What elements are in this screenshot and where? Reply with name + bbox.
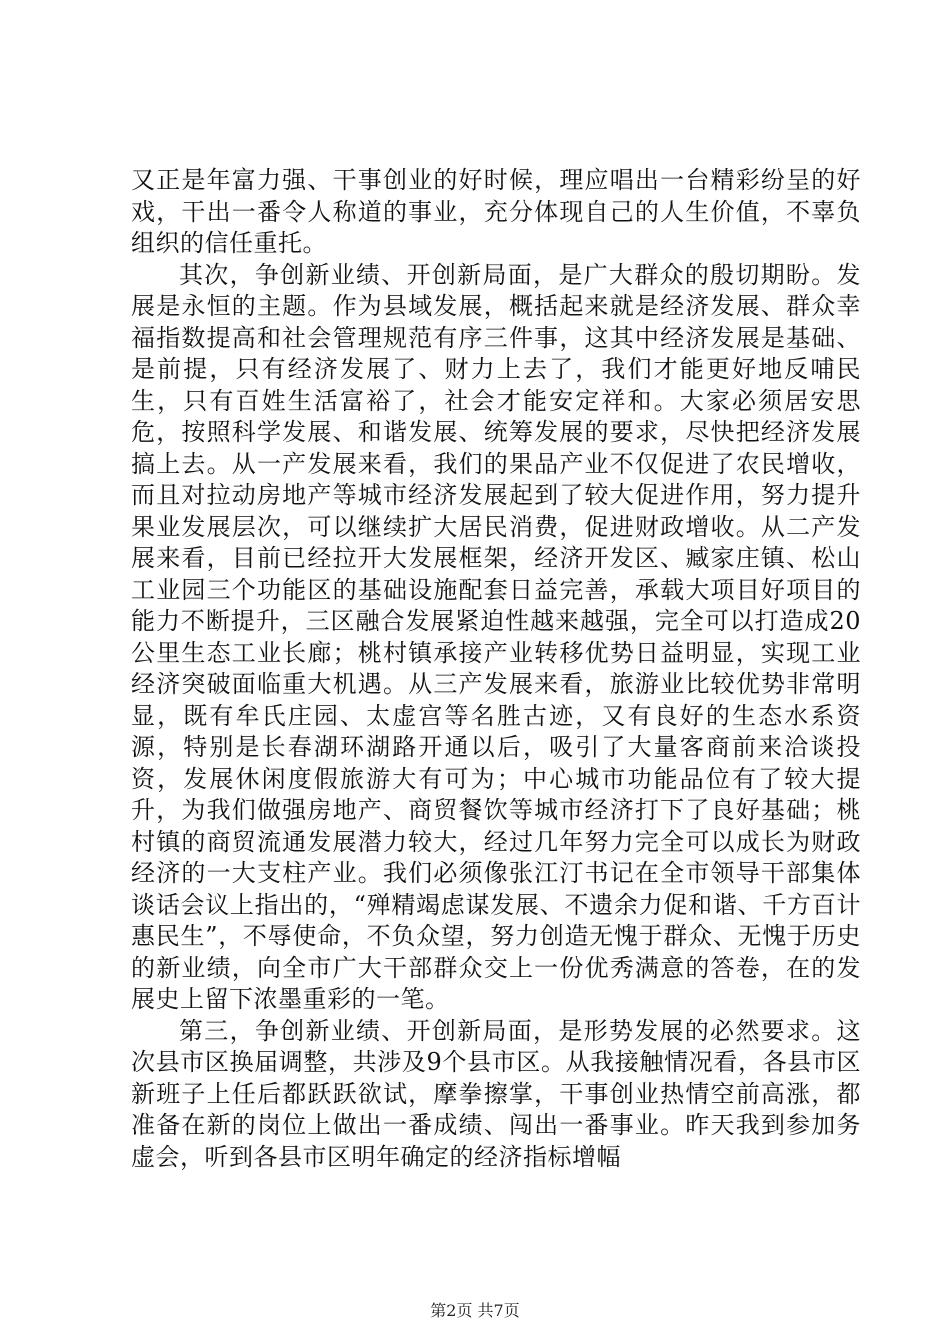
body-text [131, 165, 861, 1173]
paragraph-continued: 又正是年富力强、干事创业的好时候，理应唱出一台精彩纷呈的好戏，干出一番令人称道的事业，充分体现自己的人生价值，不辜负组织的信任重托。 [131, 166, 861, 257]
page-number-footer: 第2页 共7页 [430, 1301, 520, 1320]
paragraph-third: 第三，争创新业绩、开创新局面，是形势发展的必然要求。这次县市区换届调整，共涉及9个县市区。从我接触情况看，各县市区新班子上任后都跃跃欲试，摩拳擦掌，干事创业热情空前高涨，都准备在新的岗位上做出一番成绩、闯出一番事业。昨天我到参加务虚会，听到各县市区明年确定的经济指标增幅 [131, 1016, 861, 1171]
paragraph-second: 其次，争创新业绩、开创新局面，是广大群众的殷切期盼。发展是永恒的主题。作为县域发展，概括起来就是经济发展、群众幸福指数提高和社会管理规范有序三件事，这其中经济发展是基础、是前提，只有经济发展了、财力上去了，我们才能更好地反哺民生，只有百姓生活富裕了，社会才能安定祥和。大家必须居安思危，按照科学发展、和谐发展、统筹发展的要求，尽快把经济发展搞上去。从一产发展来看，我们的果品产业不仅促进了农民增收，而且对拉动房地产等城市经济发展起到了较大促进作用，努力提升果业发展层次，可以继续扩大居民消费，促进财政增收。从二产发展来看，目前已经拉开大发展框架，经济开发区、臧家庄镇、松山工业园三个功能区的基础设施配套日益完善，承载大项目好项目的能力不断提升，三区融合发展紧迫性越来越强，完全可以打造成20公里生态工业长廊；桃村镇承接产业转移优势日益明显，实现工业经济突破面临重大机遇。从三产发展来看，旅游业比较优势非常明显，既有牟氏庄园、太虚宫等名胜古迹，又有良好的生态水系资源，特别是长春湖环湖路开通以后，吸引了大量客商前来洽谈投资，发展休闲度假旅游大有可为；中心城市功能品位有了较大提升，为我们做强房地产、商贸餐饮等城市经济打下了良好基础；桃村镇的商贸流通发展潜力较大，经过几年努力完全可以成长为财政经济的一大支柱产业。我们必须像张江汀书记在全市领导干部集体谈话会议上指出的，“殚精竭虑谋发展、不遗余力促和谐、千方百计惠民生”，不辱使命，不负众望，努力创造无愧于群众、无愧于历史的新业绩，向全市广大干部群众交上一份优秀满意的答卷，在的发展史上留下浓墨重彩的一笔。 [131, 260, 861, 1013]
